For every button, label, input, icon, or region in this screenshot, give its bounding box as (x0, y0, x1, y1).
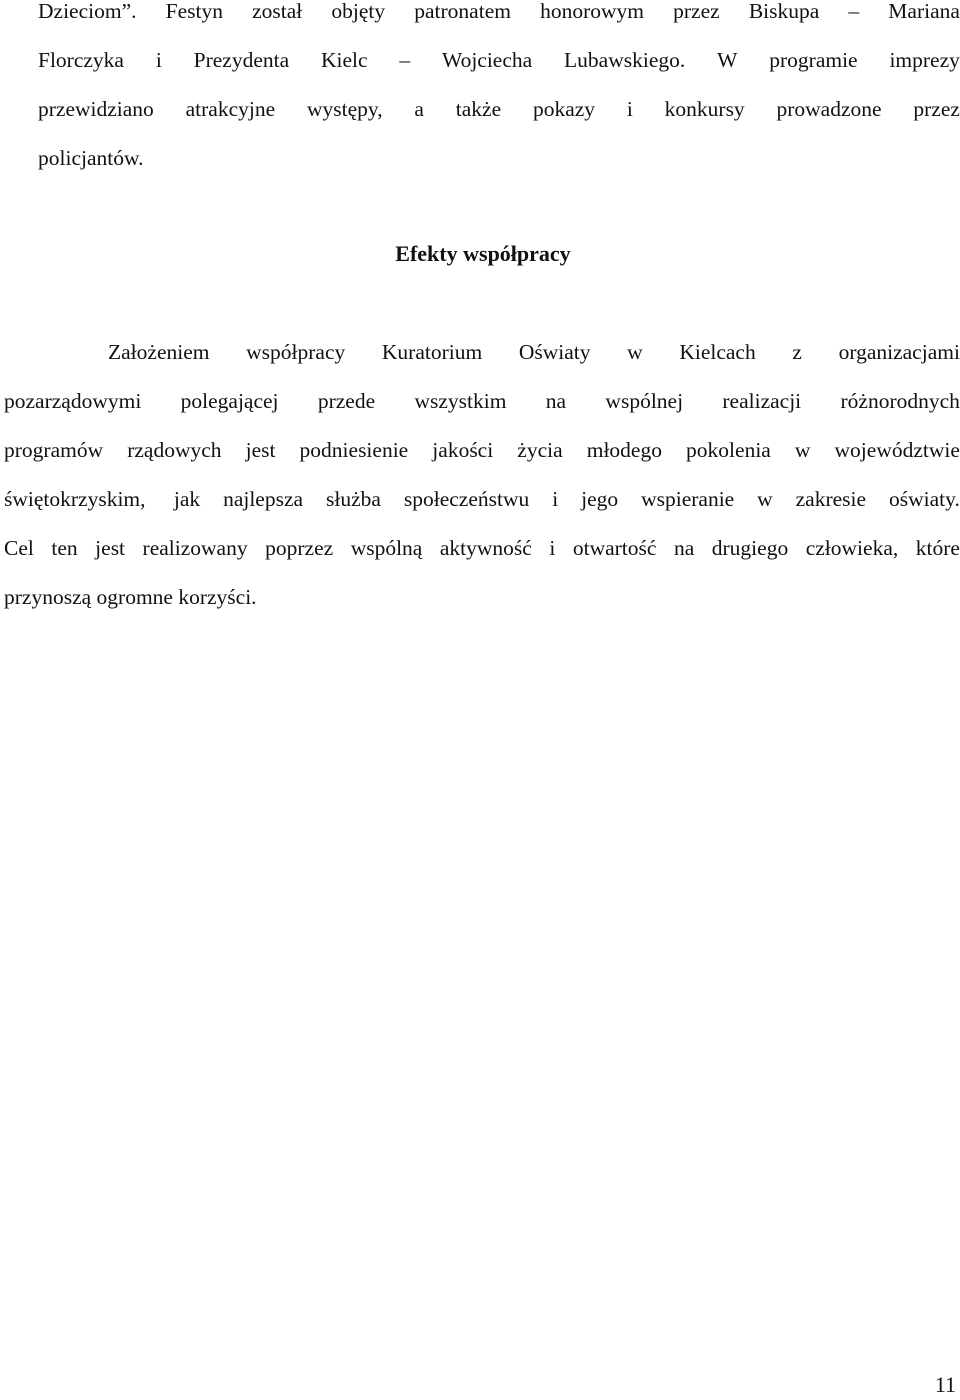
text-line: Cel ten jest realizowany poprzez wspólną aktywność i otwartość na drugiego człowieka, które (4, 536, 960, 560)
section-heading: Efekty współpracy (395, 241, 571, 266)
text-line: programów rządowych jest podniesienie jakości życia młodego pokolenia w województwie (4, 438, 960, 462)
text-line: pozarządowymi polegającej przede wszystkim na wspólnej realizacji różnorodnych (4, 389, 960, 413)
text-line: Dzieciom”. Festyn został objęty patronatem honorowym przez Biskupa – Mariana (38, 0, 960, 23)
page-number: 11 (934, 1372, 956, 1397)
intro-paragraph (38, 0, 960, 183)
text-line: świętokrzyskim, jak najlepsza służba społeczeństwu i jego wspieranie w zakresie oświaty. (4, 487, 960, 511)
text-line: policjantów. (38, 146, 144, 170)
main-paragraph (4, 328, 960, 622)
text-line: przynoszą ogromne korzyści. (4, 585, 257, 609)
text-line: Założeniem współpracy Kuratorium Oświaty w Kielcach z organizacjami (108, 340, 960, 364)
text-line: przewidziano atrakcyjne występy, a także pokazy i konkursy prowadzone przez (38, 97, 960, 121)
text-line: Florczyka i Prezydenta Kielc – Wojciecha Lubawskiego. W programie imprezy (38, 48, 960, 72)
